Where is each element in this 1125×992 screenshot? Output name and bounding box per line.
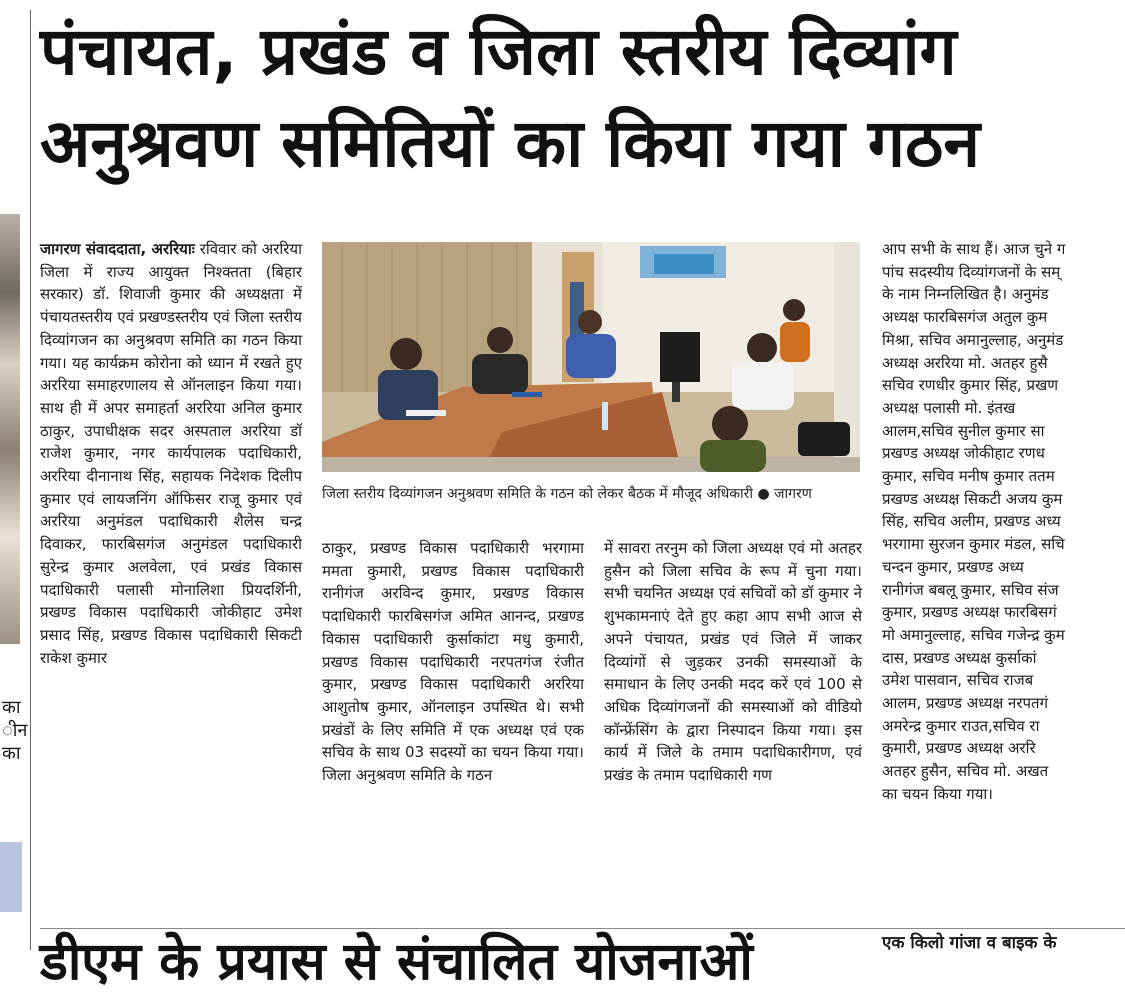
adjacent-text-fragment: का [2,697,21,718]
adjacent-box-fragment [0,842,22,912]
adjacent-article-strip [0,0,28,961]
column-4-line: प्रखण्ड अध्यक्ष जोकीहाट रणध [882,444,1045,463]
column-4-line: कुमार, सचिव मनीष कुमार ततम [882,467,1055,486]
headline [40,6,1120,190]
column-4-line: सचिव रणधीर कुमार सिंह, प्रखण [882,376,1059,395]
column-4-line: चन्दन कुमार, प्रखण्ड अध्य [882,557,1024,576]
column-4-line: प्रखण्ड अध्यक्ष सिकटी अजय कुम [882,489,1063,508]
column-4-line: अध्यक्ष अररिया मो. अतहर हुसै [882,353,1048,372]
column-4-line: दास, प्रखण्ड अध्यक्ष कुर्साकां [882,648,1037,667]
column-4-line: आलम, प्रखण्ड अध्यक्ष नरपतगं [882,694,1049,713]
column-3-text: में सावरा तरनुम को जिला अध्यक्ष एवं मो अतहर हुसैन को जिला सचिव के रूप में चुना गया। सभी चयनित अध्यक्ष एवं सचिवों को डॉ कुमार ने शुभकामनाएं देते हुए कहा आप सभी आज से अपने पंचायत, प्रखंड एवं जिले में जाकर दिव्यांगों से जुड़कर उनकी समस्याओं के समाधान के लिए उनकी मदद करें एवं 100 से अधिक दिव्यांगजनों की समस्याओं को वीडियो कॉन्फ्रेंसिंग के द्वारा निस्पादन किया गया। इस कार्य में जिले के तमाम पदाधिकारीगण, एवं प्रखंड के तमाम पदाधिकारी गण [604,539,862,785]
article-column-4 [882,238,1125,806]
side-article-headline: एक किलो गांजा व बाइक के [882,933,1057,953]
column-4-line: कुमार, प्रखण्ड अध्यक्ष फारबिसगं [882,603,1057,622]
photo-caption: जिला स्तरीय दिव्यांगजन अनुश्रवण समिति के गठन को लेकर बैठक में मौजूद अधिकारी ● जागरण [322,486,812,502]
adjacent-text-fragment: ीन [2,720,28,741]
column-4-line: रानीगंज बबलू कुमार, सचिव संज [882,580,1059,599]
column-4-line: अध्यक्ष पलासी मो. इंतख [882,398,1016,417]
column-4-line: के नाम निम्नलिखित है। अनुमंड [882,285,1049,304]
column-4-line: पांच सदस्यीय दिव्यांगजनों के सम् [882,262,1061,281]
column-1-text: रविवार को अररिया जिला में राज्य आयुक्त निश्क्तता (बिहार सरकार) डॉ. शिवाजी कुमार की अध्यक्षता में पंचायतस्तरीय एवं प्रखण्डस्तरीय एवं जिला स्तरीय दिव्यांगजन का अनुश्रवण समिति का गठन किया गया। यह कार्यक्रम कोरोना को ध्यान में रखते हुए अररिया समाहरणालय से ऑनलाइन किया गया। साथ ही में अपर समाहर्ता अररिया अनिल कुमार ठाकुर, उपाधीक्षक सदर अस्पताल अररिया डॉ राजेश कुमार, नगर कार्यपालक पदाधिकारी, अररिया दीनानाथ सिंह, सहायक निदेशक दिलीप कुमार एवं लायजनिंग ऑफिसर राजू कुमार एवं अररिया अनुमंडल पदाधिकारी शैलेस चन्द्र दिवाकर, फारबिसगंज अनुमंडल पदाधिकारी सुरेन्द्र कुमार अलवेला, एवं प्रखंड विकास पदाधिकारी पलासी मोनालिशा प्रियदर्शिनी, प्रखण्ड विकास पदाधिकारी जोकीहाट उमेश प्रसाद सिंह, प्रखण्ड विकास पदाधिकारी सिकटी राकेश कुमार [40,240,302,667]
next-article-headline [40,932,820,992]
column-4-line: अध्यक्ष फारबिसगंज अतुल कुम [882,308,1048,327]
column-4-line: उमेश पासवान, सचिव राजब [882,671,1034,690]
adjacent-text-fragment: का [2,743,21,764]
section-divider [40,928,1125,929]
column-4-line: अतहर हुसैन, सचिव मो. अखत [882,762,1049,781]
column-4-line: मो अमानुल्लाह, सचिव गजेन्द्र कुम [882,625,1065,644]
column-2-text: ठाकुर, प्रखण्ड विकास पदाधिकारी भरगामा ममता कुमारी, प्रखण्ड विकास पदाधिकारी रानीगंज अरविन्द कुमार, प्रखण्ड विकास पदाधिकारी फारबिसगंज अमित आनन्द, प्रखण्ड विकास पदाधिकारी कुर्साकांटा मधु कुमारी, प्रखण्ड विकास पदाधिकारी नरपतगंज रंजीत कुमार, प्रखण्ड विकास पदाधिकारी अररिया आशुतोष कुमार, ऑनलाइन उपस्थित थे। सभी प्रखंडों के लिए समिति में एक अध्यक्ष एवं एक सचिव के साथ 03 सदस्यों का चयन किया गया। जिला अनुश्रवण समिति के गठन [322,539,584,785]
headline-line-2: अनुश्रवण समितियों का किया गया गठन [40,105,980,182]
column-4-line: कुमारी, प्रखण्ड अध्यक्ष अररि [882,739,1036,758]
byline: जागरण संवाददाता, अररियाः [40,240,195,258]
column-4-line: सिंह, सचिव अलीम, प्रखण्ड अध्य [882,512,1061,531]
article-column-2 [322,537,584,787]
column-rule [30,10,31,950]
column-4-line: मिश्रा, सचिव अमानुल्लाह, अनुमंड [882,330,1064,349]
column-4-line: का चयन किया गया। [882,784,993,803]
column-4-line: भरगामा सुरजन कुमार मंडल, सचि [882,535,1065,554]
headline-line-1: पंचायत, प्रखंड व जिला स्तरीय दिव्यांग [40,13,957,90]
column-4-line: आप सभी के साथ हैं। आज चुने ग [882,240,1066,258]
meeting-photo-drawing [322,242,860,472]
column-4-line: आलम,सचिव सुनील कुमार सा [882,421,1045,440]
article-column-3 [604,537,862,787]
column-4-line: अमरेन्द्र कुमार राउत,सचिव रा [882,716,1040,735]
adjacent-photo-fragment [0,214,20,644]
meeting-photo [322,242,860,472]
article-column-1 [40,238,302,669]
next-article-headline-text: डीएम के प्रयास से संचालित योजनाओं [40,932,753,992]
